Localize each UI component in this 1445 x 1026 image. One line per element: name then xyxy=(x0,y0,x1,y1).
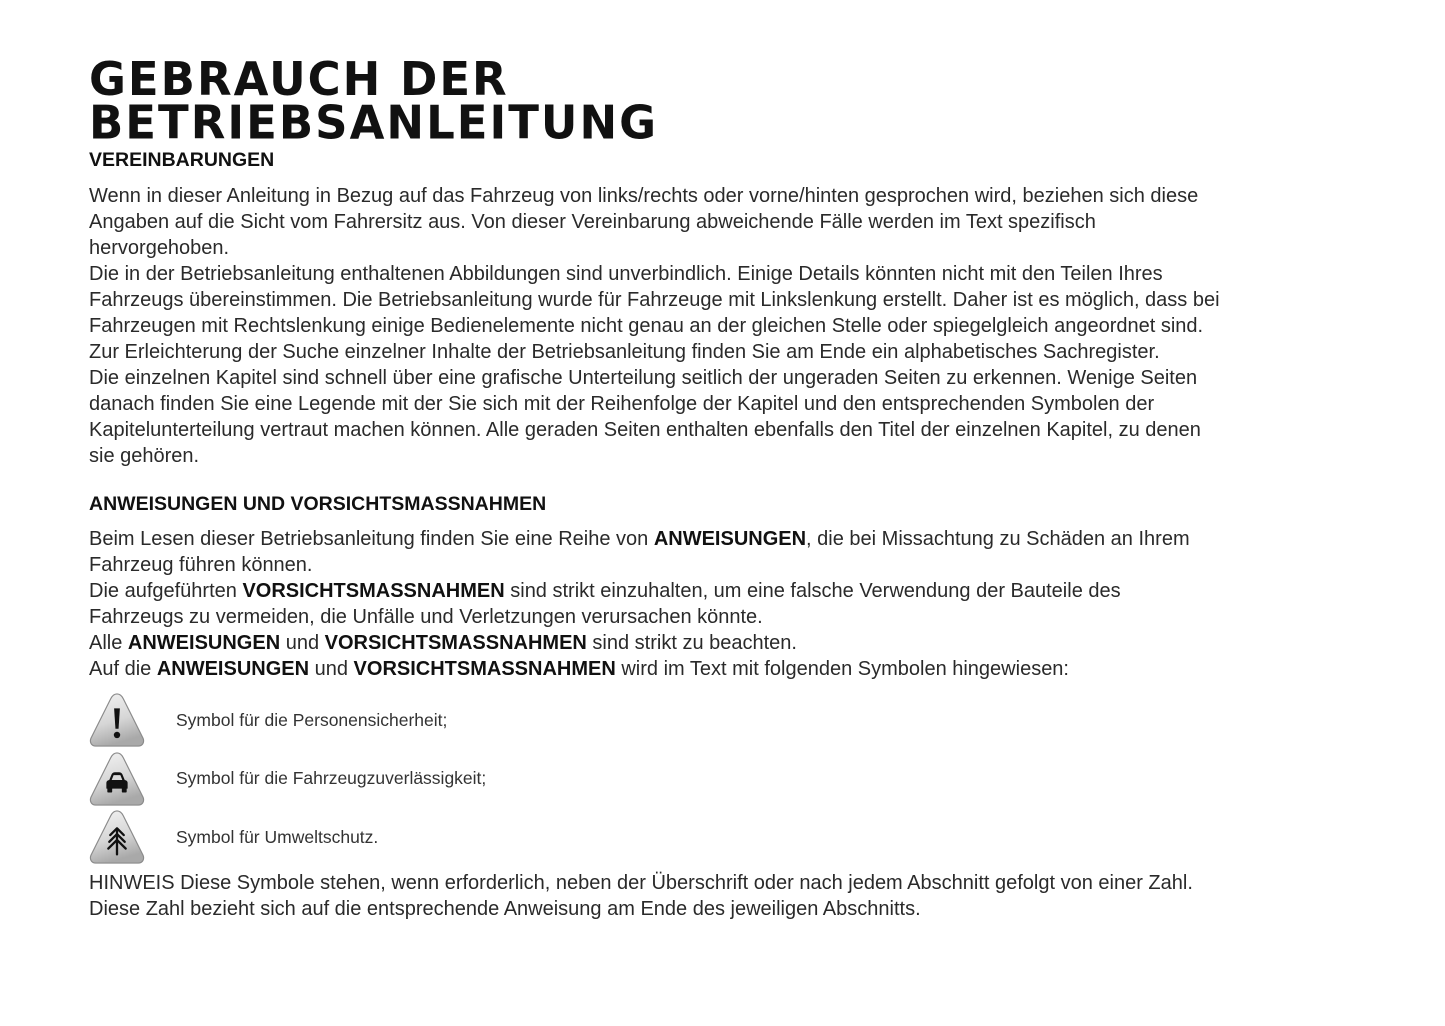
page-title xyxy=(89,52,1269,150)
text-run: Beim Lesen dieser Betriebsanleitung finden Sie eine Reihe von xyxy=(89,528,654,550)
text-line: hervorgehoben. xyxy=(89,237,230,259)
manual-page xyxy=(89,52,1269,922)
text-line: Kapitelunterteilung vertraut machen können. Alle geraden Seiten enthalten ebenfalls den Titel der einzelnen Kapitel, zu denen xyxy=(89,419,1201,441)
text-line: Fahrzeugs zu vermeiden, die Unfälle und Verletzungen verursachen könnte. xyxy=(89,606,763,628)
text-run: und xyxy=(309,658,354,680)
text-run: Alle xyxy=(89,632,128,654)
symbol-row-fahrzeug xyxy=(89,750,1269,809)
section-heading-vereinbarungen: VEREINBARUNGEN xyxy=(89,149,275,171)
emphasis-anweisungen: ANWEISUNGEN xyxy=(127,632,281,654)
text-run: und xyxy=(280,632,325,654)
text-line: sie gehören. xyxy=(89,445,200,467)
emphasis-anweisungen: ANWEISUNGEN xyxy=(653,528,807,550)
text-line: HINWEIS Diese Symbole stehen, wenn erforderlich, neben der Überschrift oder nach jedem Abschnitt gefolgt von einer Zahl. xyxy=(89,871,1193,894)
symbol-legend xyxy=(89,691,1269,867)
section-body-vereinbarungen xyxy=(89,183,1269,469)
title-line-2: BETRIEBSANLEITUNG xyxy=(89,95,659,150)
text-line: Fahrzeugs übereinstimmen. Die Betriebsanleitung wurde für Fahrzeuge mit Linkslenkung erstellt. Daher ist es möglich, dass bei xyxy=(89,289,1220,311)
hinweis-note xyxy=(89,870,1269,922)
text-line: Wenn in dieser Anleitung in Bezug auf das Fahrzeug von links/rechts oder vorne/hinten gesprochen wird, beziehen sich diese xyxy=(89,185,1199,207)
text-line: Die einzelnen Kapitel sind schnell über eine grafische Unterteilung seitlich der ungeraden Seiten zu erkennen. Wenige Seiten xyxy=(89,367,1198,389)
text-line xyxy=(89,656,1269,682)
text-line xyxy=(89,578,1269,604)
text-line xyxy=(89,630,1269,656)
text-line: Zur Erleichterung der Suche einzelner Inhalte der Betriebsanleitung finden Sie am Ende ein alphabetisches Sachregister. xyxy=(89,341,1160,363)
text-run: wird im Text mit folgenden Symbolen hingewiesen: xyxy=(615,658,1069,680)
text-line xyxy=(89,526,1269,552)
symbol-label: Symbol für die Personensicherheit; xyxy=(176,709,448,730)
text-run: Auf die xyxy=(89,658,157,680)
text-line: Diese Zahl bezieht sich auf die entsprechende Anweisung am Ende des jeweiligen Abschnitts. xyxy=(89,897,921,920)
section-body-anweisungen xyxy=(89,526,1269,682)
text-run: sind strikt einzuhalten, um eine falsche Verwendung der Bauteile des xyxy=(504,580,1121,602)
exclamation-warning-icon xyxy=(88,691,146,749)
symbol-row-umweltschutz xyxy=(89,808,1269,867)
text-run: , die bei Missachtung zu Schäden an Ihrem xyxy=(806,528,1190,550)
car-warning-icon xyxy=(88,750,146,808)
emphasis-vorsichtsmassnahmen: VORSICHTSMASSNAHMEN xyxy=(324,632,587,654)
text-line: Fahrzeug führen können. xyxy=(89,554,313,576)
symbol-label: Symbol für die Fahrzeugzuverlässigkeit; xyxy=(176,768,487,789)
symbol-label: Symbol für Umweltschutz. xyxy=(176,826,379,847)
text-line: Angaben auf die Sicht vom Fahrersitz aus. Von dieser Vereinbarung abweichende Fälle werden im Text spezifisch xyxy=(89,211,1096,233)
text-line: danach finden Sie eine Legende mit der Sie sich mit der Reihenfolge der Kapitel und den entsprechenden Symbolen der xyxy=(89,393,1155,415)
emphasis-vorsichtsmassnahmen: VORSICHTSMASSNAHMEN xyxy=(242,580,505,602)
text-line: Fahrzeugen mit Rechtslenkung einige Bedienelemente nicht genau an der gleichen Stelle oder spiegelgleich angeordnet sind. xyxy=(89,315,1204,337)
text-line: Die in der Betriebsanleitung enthaltenen Abbildungen sind unverbindlich. Einige Details könnten nicht mit den Teilen Ihres xyxy=(89,263,1163,285)
symbol-row-personensicherheit xyxy=(89,691,1269,750)
tree-warning-icon xyxy=(88,808,146,866)
text-run: sind strikt zu beachten. xyxy=(586,632,797,654)
emphasis-vorsichtsmassnahmen: VORSICHTSMASSNAHMEN xyxy=(353,658,616,680)
section-heading-anweisungen: ANWEISUNGEN UND VORSICHTSMASSNAHMEN xyxy=(89,493,547,515)
title-line-1: GEBRAUCH DER xyxy=(89,52,509,107)
text-run: Die aufgeführten xyxy=(89,580,243,602)
emphasis-anweisungen: ANWEISUNGEN xyxy=(156,658,310,680)
